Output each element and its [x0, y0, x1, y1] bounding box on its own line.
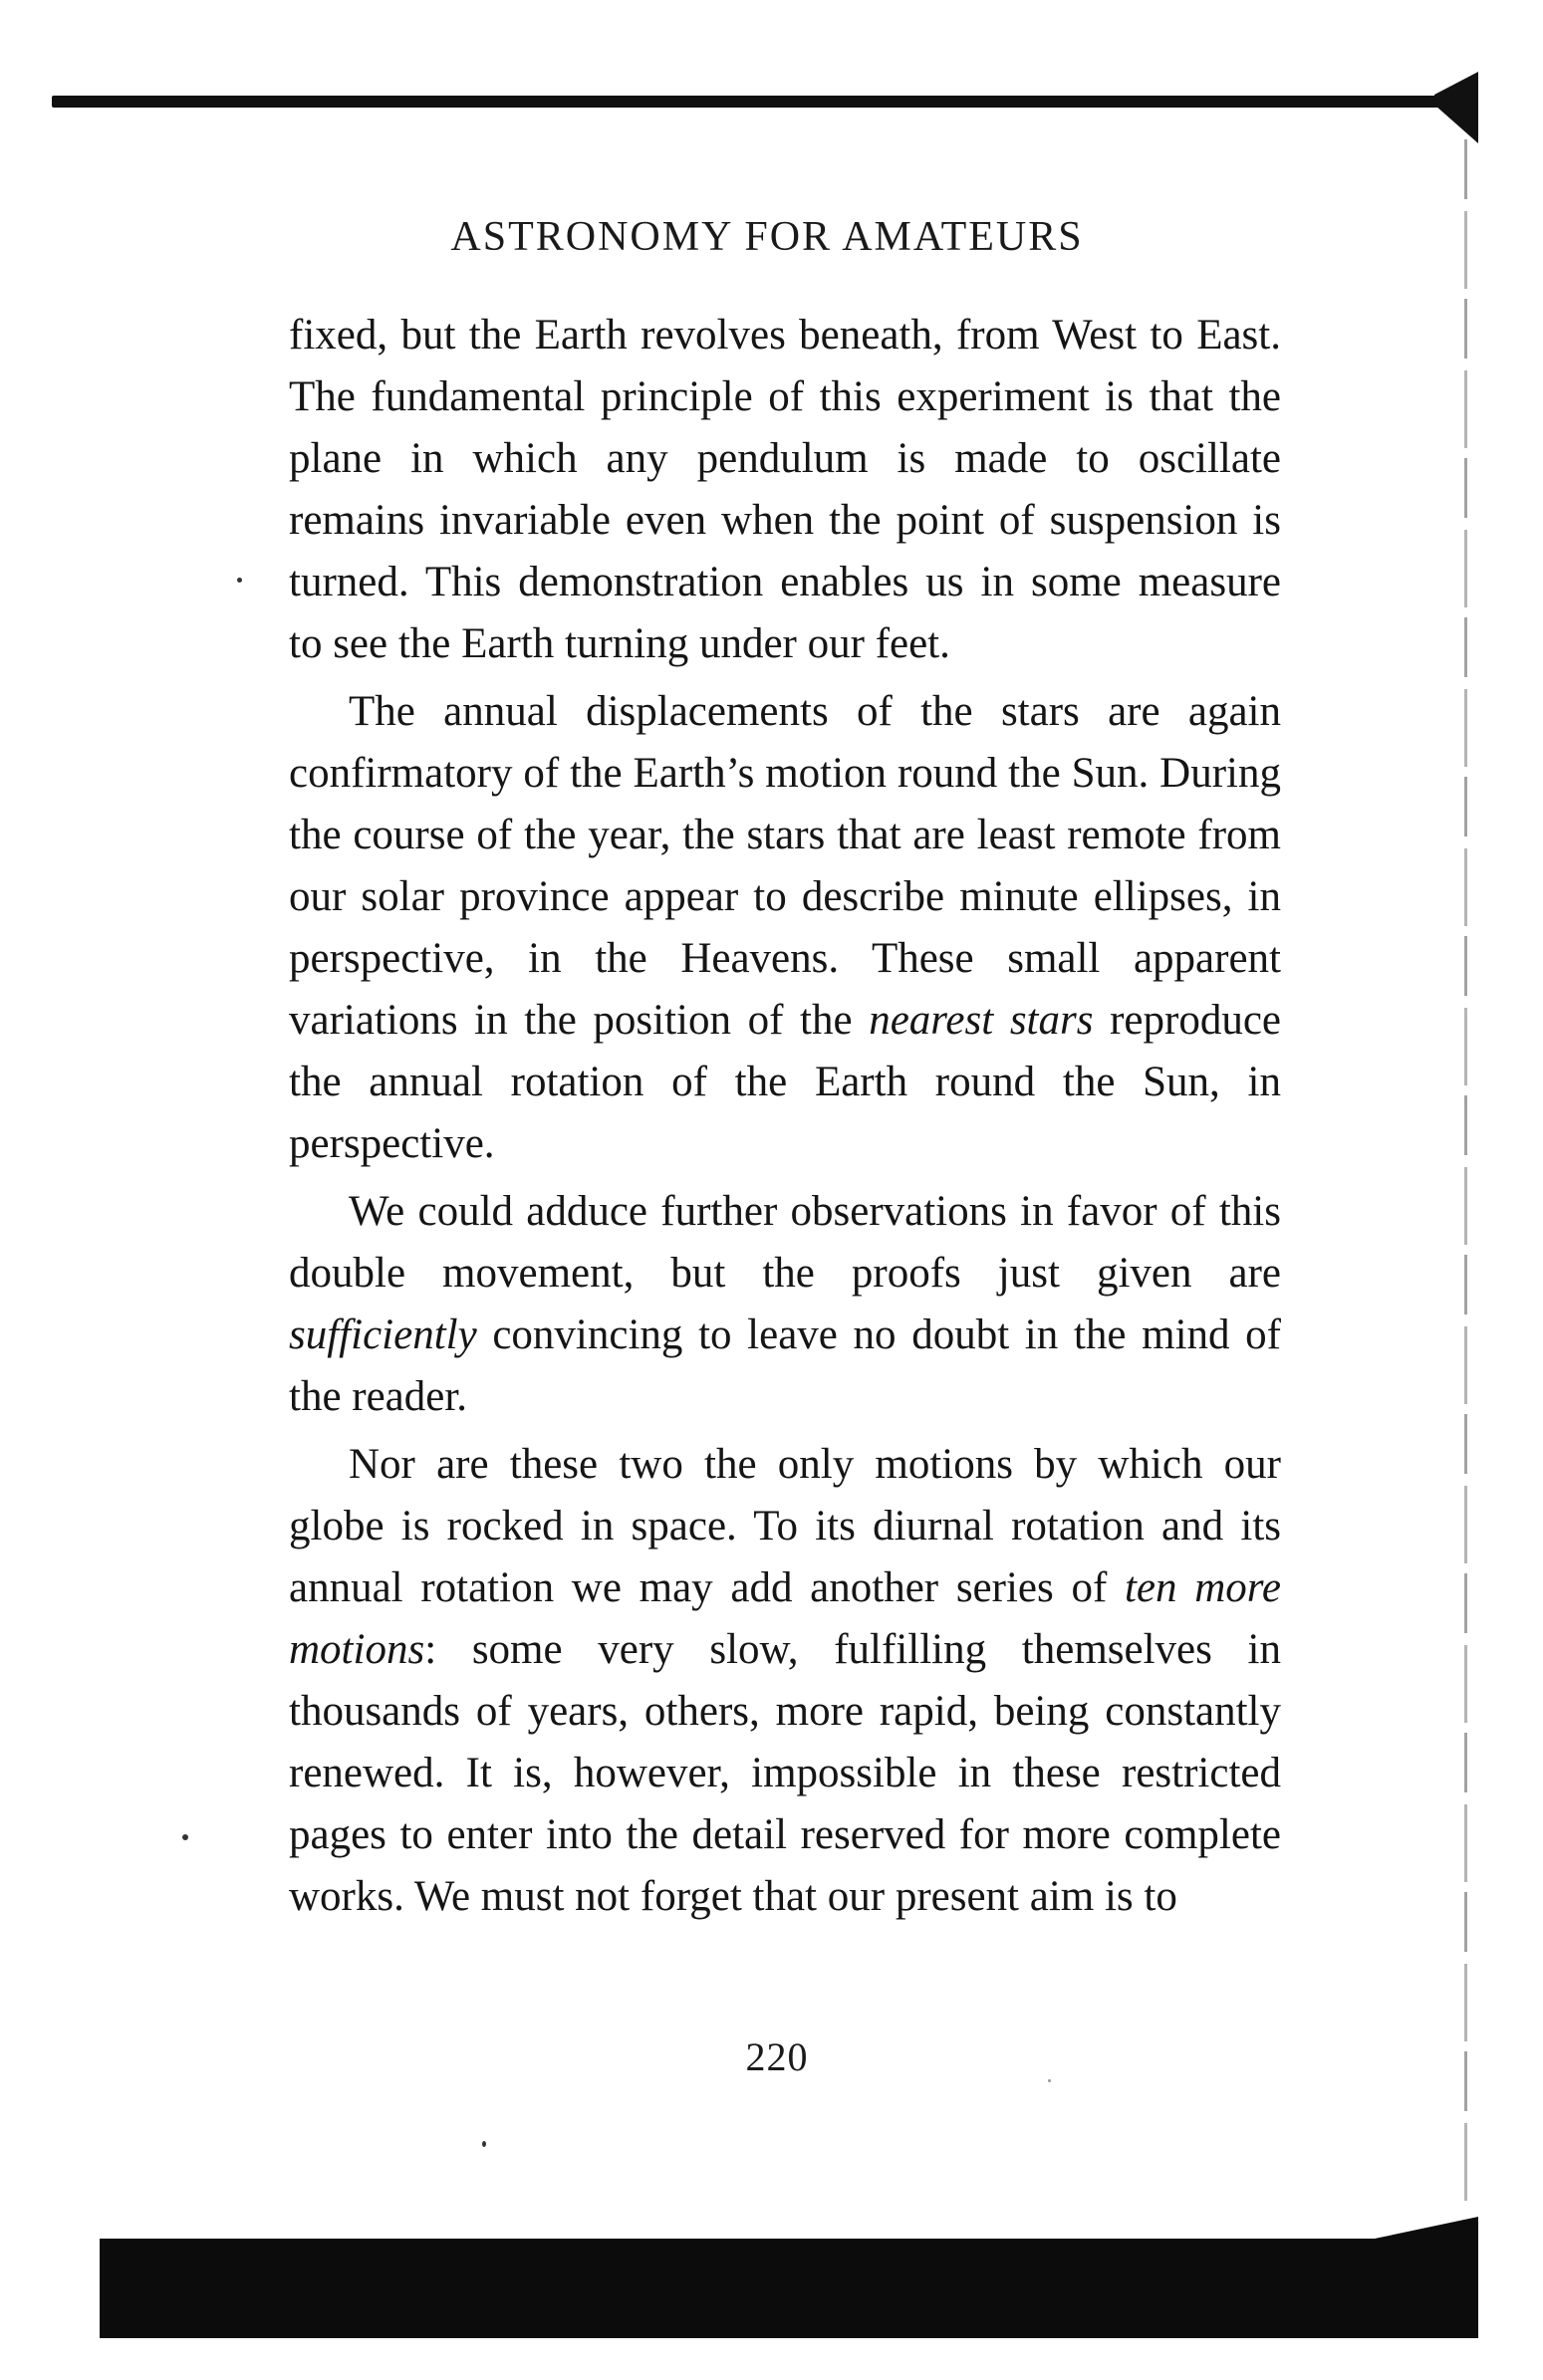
- text-run: convincing to leave no doubt in the mind of the reader.: [289, 1311, 1281, 1420]
- page-right-edge: [1464, 139, 1467, 2211]
- paragraph-3: [289, 1181, 1281, 1428]
- italic-text: sufficiently: [289, 1311, 477, 1358]
- scan-speck: [482, 2141, 486, 2147]
- paragraph-4: [289, 1434, 1281, 1928]
- scan-speck: [237, 578, 242, 583]
- top-page-rule: [52, 96, 1476, 108]
- paragraph-1: [289, 305, 1281, 675]
- text-run: fixed, but the Earth revolves beneath, from West to East. The fundamental principle of this experiment is that the plane in which any pendulum is made to oscillate remains invariable even when the point of suspension is turned. This demonstration enables us in some measure to see the Earth turning under our feet.: [289, 312, 1281, 667]
- page-number: 220: [745, 2034, 809, 2079]
- text-run: The annual displacements of the stars are again confirmatory of the Earth’s motion round the Sun. During the course of the year, the stars that are least remote from our solar province appear to describe minute ellipses, in perspective, in the Heavens. These small apparent variations in the position of the: [289, 688, 1281, 1044]
- text-run: Nor are these two the only motions by which our globe is rocked in space. To its diurnal rotation and its annual rotation we may add another series of: [289, 1441, 1281, 1611]
- italic-text: nearest stars: [869, 997, 1094, 1044]
- scan-speck: [1048, 2079, 1051, 2082]
- text-run: We could adduce further observations in favor of this double movement, but the proofs just given are: [289, 1188, 1281, 1297]
- bottom-scan-band: [100, 2239, 1478, 2338]
- scan-speck: [182, 1834, 188, 1840]
- paragraph-2: [289, 681, 1281, 1175]
- running-head: ASTRONOMY FOR AMATEURS: [450, 214, 1084, 260]
- text-run: reproduce the annual rotation of the Earth round the Sun, in perspective.: [289, 997, 1281, 1167]
- text-run: : some very slow, fulfilling themselves in thousands of years, others, more rapid, being constantly renewed. It is, however, impossible in these restricted pages to enter into the detail reserved for more complete works. We must not forget that our present aim is to: [289, 1626, 1281, 1920]
- italic-text: ten more motions: [289, 1564, 1282, 1673]
- top-rule-edge: [1434, 72, 1478, 143]
- body-text: [289, 305, 1281, 1934]
